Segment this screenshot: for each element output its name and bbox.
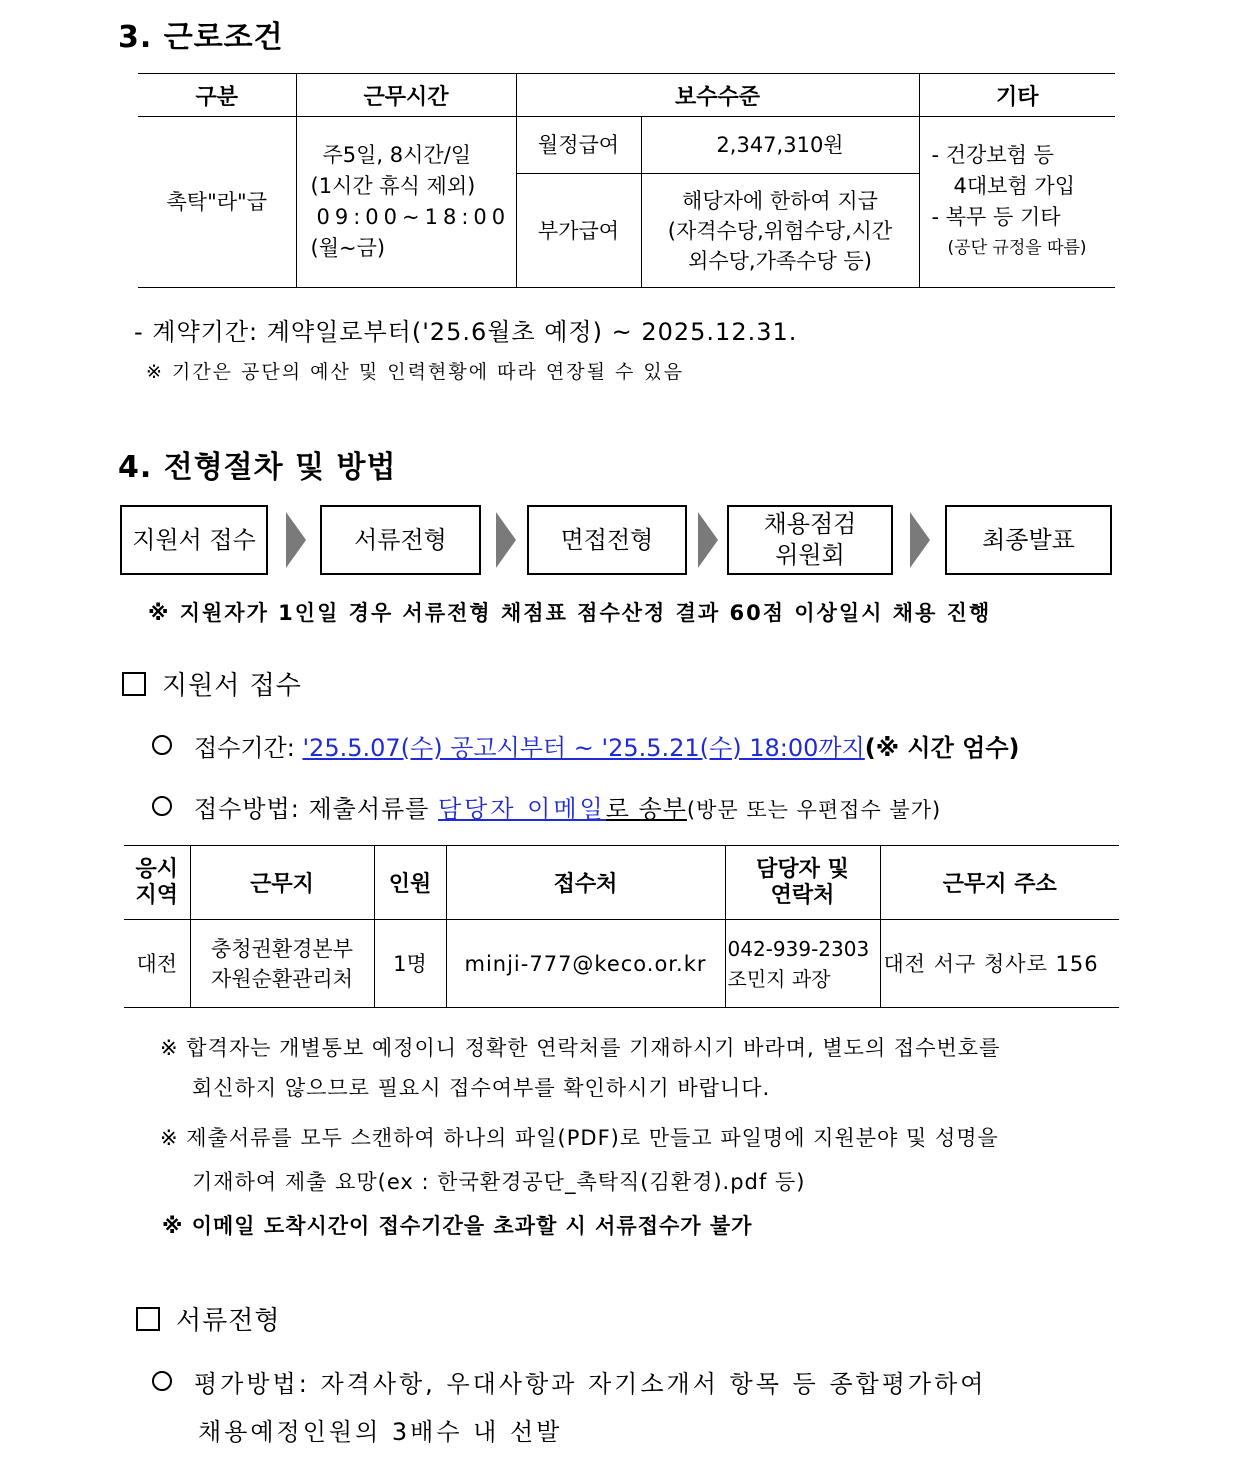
evaluation-method bbox=[152, 1364, 986, 1399]
header-address: 근무지 주소 bbox=[880, 846, 1119, 920]
document-screening-heading-text: 서류전형 bbox=[176, 1306, 281, 1336]
etc-line: 4대보험 가입 bbox=[953, 174, 1075, 198]
evaluation-line-1: 평가방법: 자격사항, 우대사항과 자기소개서 항목 등 종합평가하여 bbox=[194, 1370, 987, 1398]
bullet-circle-icon bbox=[152, 735, 172, 755]
section-3-heading: 3. 근로조건 bbox=[118, 20, 284, 55]
note-line: ※ 제출서류를 모두 스캔하여 하나의 파일(PDF)로 만들고 파일명에 지원분야 및 성명을 bbox=[160, 1126, 999, 1150]
arrow-right-icon bbox=[910, 512, 930, 568]
header-pay: 보수수준 bbox=[516, 74, 919, 117]
workplace-line: 충청권환경본부 bbox=[210, 936, 353, 961]
arrow-right-icon bbox=[286, 512, 306, 568]
etc-cell bbox=[919, 117, 1115, 288]
step-interview: 면접전형 bbox=[527, 505, 687, 575]
header-work-hours: 근무시간 bbox=[296, 74, 516, 117]
workplace-cell bbox=[190, 920, 374, 1008]
step-document-screening: 서류전형 bbox=[320, 505, 481, 575]
note-line: 기재하여 제출 요망(ex : 한국환경공단_촉탁직(김환경).pdf 등) bbox=[192, 1170, 806, 1194]
header-region: 응시 지역 bbox=[124, 846, 190, 920]
checkbox-square-icon bbox=[122, 672, 146, 696]
header-etc: 기타 bbox=[919, 74, 1115, 117]
etc-line: (공단 규정을 따름) bbox=[947, 238, 1087, 258]
work-hours-cell bbox=[296, 117, 516, 288]
pay2-value bbox=[641, 174, 919, 288]
step-application: 지원서 접수 bbox=[120, 505, 268, 575]
checkbox-square-icon bbox=[136, 1307, 160, 1331]
application-period bbox=[152, 728, 1019, 763]
note-line: ※ 합격자는 개별통보 예정이니 정확한 연락처를 기재하시기 바라며, 별도의 접수번호를 bbox=[160, 1036, 1001, 1060]
period-note: (※ 시간 엄수) bbox=[864, 734, 1020, 762]
work-hours-line: (1시간 휴식 제외) bbox=[310, 174, 476, 198]
category-cell: 촉탁"라"급 bbox=[138, 117, 296, 288]
method-label: 접수방법: 제출서류를 bbox=[194, 795, 438, 823]
document-screening-heading bbox=[136, 1300, 280, 1337]
work-hours-line: 09:00~18:00 bbox=[316, 205, 511, 229]
evaluation-line-2: 채용예정인원의 3배수 내 선발 bbox=[198, 1418, 563, 1446]
bullet-circle-icon bbox=[152, 1371, 172, 1391]
period-label: 접수기간: bbox=[194, 734, 303, 762]
pay2-line: (자격수당,위험수당,시간 bbox=[667, 218, 893, 243]
note-line: 회신하지 않으므로 필요시 접수여부를 확인하시기 바랍니다. bbox=[192, 1076, 771, 1100]
note-line: ※ 이메일 도착시간이 접수기간을 초과할 시 서류접수가 불가 bbox=[162, 1214, 753, 1238]
region-cell: 대전 bbox=[124, 920, 190, 1008]
method-mid: 로 송부 bbox=[605, 795, 687, 823]
single-applicant-note: ※ 지원자가 1인일 경우 서류전형 채점표 점수산정 결과 60점 이상일시 채용 진행 bbox=[148, 601, 992, 625]
application-heading-text: 지원서 접수 bbox=[162, 671, 302, 701]
contract-period: - 계약기간: 계약일로부터('25.6월초 예정) ~ 2025.12.31. bbox=[134, 318, 798, 346]
pay2-label: 부가급여 bbox=[516, 174, 641, 288]
pay1-label: 월정급여 bbox=[516, 117, 641, 174]
email-cell[interactable]: minji-777@keco.or.kr bbox=[446, 920, 725, 1008]
arrow-right-icon bbox=[698, 512, 718, 568]
period-value: '25.5.07(수) 공고시부터 ~ '25.5.21(수) 18:00까지 bbox=[302, 734, 865, 762]
step-final-announcement: 최종발표 bbox=[945, 505, 1112, 575]
header-workplace: 근무지 bbox=[190, 846, 374, 920]
header-count: 인원 bbox=[374, 846, 446, 920]
work-hours-line: 주5일, 8시간/일 bbox=[322, 143, 472, 167]
bullet-circle-icon bbox=[152, 796, 172, 816]
pay1-value: 2,347,310원 bbox=[641, 117, 919, 174]
etc-line: - 복무 등 기타 bbox=[931, 205, 1061, 229]
pay2-line: 해당자에 한하여 지급 bbox=[682, 188, 878, 213]
application-heading bbox=[122, 665, 302, 702]
method-highlight: 담당자 이메일 bbox=[438, 795, 606, 823]
work-hours-line: (월~금) bbox=[310, 236, 386, 260]
manager-cell bbox=[725, 920, 880, 1008]
count-cell: 1명 bbox=[374, 920, 446, 1008]
header-contact-email: 접수처 bbox=[446, 846, 725, 920]
header-manager: 담당자 및 연락처 bbox=[725, 846, 880, 920]
working-conditions-table bbox=[138, 73, 1115, 288]
pay2-line: 외수당,가족수당 등) bbox=[688, 248, 872, 273]
application-method bbox=[152, 789, 941, 824]
manager-name: 조민지 과장 bbox=[727, 966, 831, 991]
step-review-committee: 채용점검 위원회 bbox=[727, 505, 893, 575]
application-table bbox=[124, 845, 1119, 1008]
manager-phone: 042-939-2303 bbox=[727, 936, 870, 961]
etc-line: - 건강보험 등 bbox=[931, 143, 1054, 167]
header-category: 구분 bbox=[138, 74, 296, 117]
method-tail: (방문 또는 우편접수 불가) bbox=[686, 798, 942, 822]
workplace-line: 자원순환관리처 bbox=[210, 966, 353, 991]
contract-note: ※ 기간은 공단의 예산 및 인력현황에 따라 연장될 수 있음 bbox=[146, 361, 685, 383]
address-cell: 대전 서구 청사로 156 bbox=[880, 920, 1119, 1008]
arrow-right-icon bbox=[496, 512, 516, 568]
section-4-heading: 4. 전형절차 및 방법 bbox=[118, 450, 397, 485]
